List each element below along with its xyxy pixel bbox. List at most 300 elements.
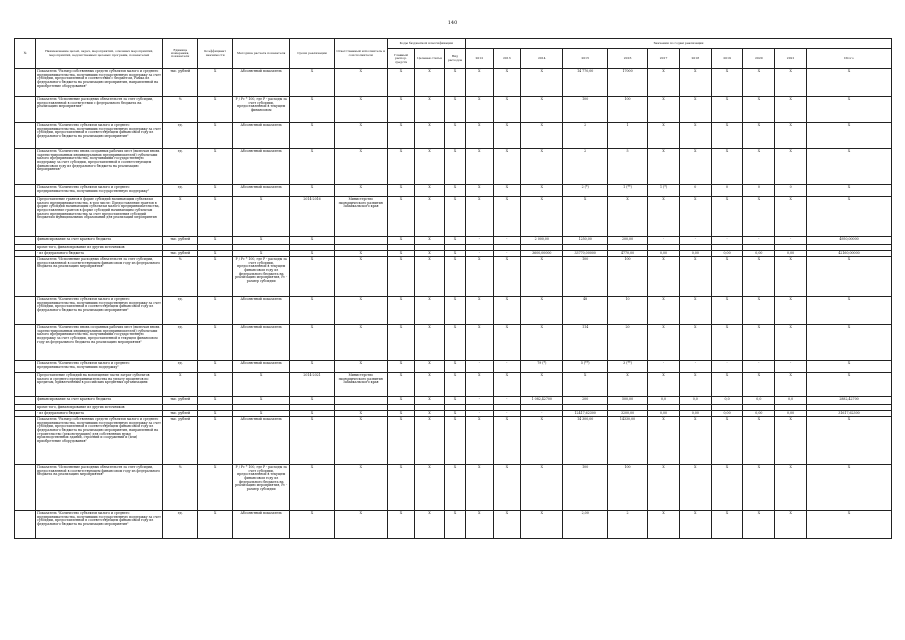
cell-budget: X [415, 511, 445, 539]
cell-value: X [466, 373, 494, 397]
cell-value: - [648, 361, 680, 373]
cell-exec [334, 397, 387, 405]
cell-coef: X [198, 185, 233, 197]
cell-value: X [743, 325, 775, 361]
header-year: 2020 [743, 49, 775, 69]
cell-exec: X [334, 465, 387, 511]
cell-value: 0,00 [648, 411, 680, 417]
cell-method: X [233, 411, 290, 417]
cell-coef: X [198, 69, 233, 97]
cell-unit: ед. [163, 325, 198, 361]
cell-unit: тыс. рублей [163, 411, 198, 417]
cell-value: 100 [563, 97, 607, 123]
cell-value: - [466, 361, 494, 373]
table-row [15, 237, 892, 245]
cell-value: X [743, 197, 775, 237]
cell-value: X [679, 465, 711, 511]
cell-budget: X [387, 69, 415, 97]
cell-value: X [743, 373, 775, 397]
cell-no [15, 361, 36, 373]
table-row [15, 197, 892, 237]
cell-exec: Министерство экономического развития Забайкальского края [334, 373, 387, 397]
table-row [15, 69, 892, 97]
cell-no [15, 123, 36, 149]
cell-value: - [648, 237, 680, 245]
cell-value: 100 [607, 257, 647, 297]
cell-value: 200 [563, 397, 607, 405]
cell-budget: X [444, 237, 465, 245]
cell-coef: X [198, 149, 233, 185]
cell-value: X [711, 511, 743, 539]
cell-term: 2014-2021 [290, 373, 334, 397]
table-row [15, 417, 892, 465]
cell-value: 0 [743, 185, 775, 197]
cell-value: X [493, 511, 521, 539]
cell-value: X [806, 465, 891, 511]
cell-value: X [806, 149, 891, 185]
cell-budget: X [387, 185, 415, 197]
cell-exec: X [334, 325, 387, 361]
cell-value: X [679, 149, 711, 185]
cell-value: X [679, 297, 711, 325]
table-row [15, 257, 892, 297]
cell-method: P / Pс * 100, где P - расходы за счет субсидии, предоставленной в текущем финансовом году из федерального бюджета на реализацию мероприятия, Pс - размер субсидии [233, 257, 290, 297]
cell-value: X [679, 123, 711, 149]
cell-value: X [466, 69, 494, 97]
cell-value: X [563, 373, 607, 397]
cell-budget: X [387, 97, 415, 123]
cell-budget: X [444, 297, 465, 325]
cell-value: X [493, 69, 521, 97]
cell-no [15, 69, 36, 97]
cell-value: 0,0 [648, 397, 680, 405]
cell-exec: X [334, 411, 387, 417]
cell-budget: X [415, 417, 445, 465]
cell-budget: X [415, 123, 445, 149]
cell-unit: ед. [163, 149, 198, 185]
cell-value: X [493, 297, 521, 325]
cell-exec: Министерство экономического развития Забайкальского края [334, 197, 387, 237]
cell-coef: X [198, 361, 233, 373]
cell-value: 14 300,00 [563, 417, 607, 465]
header-budget-col: Целевая статья [415, 49, 445, 69]
cell-value: X [775, 373, 807, 397]
cell-budget: X [415, 251, 445, 257]
cell-value: X [563, 197, 607, 237]
cell-name: - из федерального бюджета [36, 251, 163, 257]
cell-coef: X [198, 511, 233, 539]
cell-value: 0,00 [711, 411, 743, 417]
cell-no [15, 373, 36, 397]
cell-method: X [233, 251, 290, 257]
cell-budget: X [415, 237, 445, 245]
cell-value: X [743, 257, 775, 297]
cell-coef: X [198, 465, 233, 511]
cell-budget: X [387, 297, 415, 325]
table-row [15, 465, 892, 511]
cell-budget: X [387, 373, 415, 397]
cell-value: X [711, 69, 743, 97]
cell-value: 10 [607, 297, 647, 325]
cell-value: X [648, 69, 680, 97]
cell-unit: ед. [163, 361, 198, 373]
header-exec: Ответственный исполнитель и соисполнители [334, 39, 387, 69]
cell-budget: X [387, 397, 415, 405]
table-row [15, 123, 892, 149]
cell-unit: ед. [163, 123, 198, 149]
table-row [15, 97, 892, 123]
cell-name: Предоставление субсидий на возмещение части затрат субъектов малого и среднего предпринимательства на уплату процентов по кредитам, привлеченным в российских кредитных организациях [36, 373, 163, 397]
cell-value: X [743, 149, 775, 185]
cell-method: Абсолютный показатель [233, 511, 290, 539]
cell-unit: тыс. рублей [163, 417, 198, 465]
cell-value: X [521, 511, 563, 539]
cell-value: X [806, 97, 891, 123]
cell-value: X [493, 465, 521, 511]
cell-value: 0 [679, 185, 711, 197]
cell-exec: X [334, 297, 387, 325]
cell-term: X [290, 297, 334, 325]
cell-value: X [648, 373, 680, 397]
cell-value: X [775, 197, 807, 237]
cell-exec: X [334, 149, 387, 185]
cell-coef: X [198, 123, 233, 149]
cell-unit: ед. [163, 185, 198, 197]
cell-no [15, 149, 36, 185]
cell-value: X [711, 465, 743, 511]
cell-value: X [607, 373, 647, 397]
cell-term: X [290, 149, 334, 185]
cell-value: 100 [563, 257, 607, 297]
cell-name: Показатель "Размер собственных средств субъектов малого и среднего предпринимательства, получивших государственную поддержку за счет субсидии, предоставленной в соответствующем финансовом году из федерального бюджета на реализацию мероприятия, направленной на строительство (реконструкцию) для собственных нужд производственных зданий, строений и сооружений и (или) приобретение оборудования" [36, 417, 163, 465]
cell-name: - из федерального бюджета [36, 411, 163, 417]
cell-term: X [290, 251, 334, 257]
cell-no [15, 511, 36, 539]
cell-name: кроме того, финансирование из других источников: [36, 245, 163, 251]
cell-value: 100 [563, 465, 607, 511]
cell-value: 500,00 [607, 397, 647, 405]
cell-budget: X [387, 465, 415, 511]
cell-value: X [743, 297, 775, 325]
cell-term: X [290, 417, 334, 465]
cell-term: X [290, 397, 334, 405]
cell-unit: тыс. рублей [163, 69, 198, 97]
cell-name: Показатель "Количество вновь созданных рабочих мест (включая вновь зарегистрированных индивидуальных предпринимателей) субъектами малого предпринимательства, получившими государственную поддержку за счет субсидии, предоставленной в соответствующем финансовом году из федерального бюджета на реализацию мероприятия" [36, 149, 163, 185]
cell-budget: X [387, 197, 415, 237]
cell-coef: X [198, 197, 233, 237]
cell-coef: X [198, 417, 233, 465]
cell-value: X [743, 69, 775, 97]
cell-value: X [648, 97, 680, 123]
cell-value: X [711, 297, 743, 325]
cell-value: X [806, 69, 891, 97]
cell-value: X [648, 417, 680, 465]
cell-budget: X [387, 325, 415, 361]
table-row [15, 149, 892, 185]
cell-method: Абсолютный показатель [233, 361, 290, 373]
cell-exec: X [334, 251, 387, 257]
cell-value: X [466, 465, 494, 511]
cell-value: X [711, 197, 743, 237]
cell-value: 1 (*) [648, 185, 680, 197]
cell-unit: % [163, 465, 198, 511]
cell-value: X [521, 257, 563, 297]
cell-value: X [648, 257, 680, 297]
cell-budget: X [415, 397, 445, 405]
cell-value: X [806, 197, 891, 237]
cell-value: 14 770,00 [563, 69, 607, 97]
cell-budget: X [444, 397, 465, 405]
cell-name: кроме того, финансирование из других источников: [36, 405, 163, 411]
cell-budget: X [387, 251, 415, 257]
cell-value: X [648, 149, 680, 185]
header-year: 2015 [563, 49, 607, 69]
cell-value: X [466, 185, 494, 197]
cell-value: X [521, 123, 563, 149]
cell-name: финансирование за счет краевого бюджета [36, 397, 163, 405]
header-coef: Коэффициент значимости [198, 39, 233, 69]
cell-value: X [521, 325, 563, 361]
cell-value: X [775, 97, 807, 123]
cell-value: X [679, 69, 711, 97]
cell-budget: X [415, 411, 445, 417]
cell-name: Показатель "Количество субъектов малого и среднего предпринимательства, получивших государственную поддержку за счет субсидии, предоставленной в соответствующем финансовом году из федерального бюджета на реализацию мероприятия" [36, 123, 163, 149]
cell-method: Абсолютный показатель [233, 185, 290, 197]
cell-value: - [466, 237, 494, 245]
cell-value: X [466, 149, 494, 185]
cell-value: 48 [563, 297, 607, 325]
cell-value: 5 [607, 149, 647, 185]
cell-value: 0,00 [743, 251, 775, 257]
cell-coef: X [198, 97, 233, 123]
cell-exec: X [334, 185, 387, 197]
cell-value: - [466, 397, 494, 405]
cell-budget: X [415, 257, 445, 297]
cell-name: Показатель "Количество субъектов малого и среднего предпринимательства, получивших государственную поддержку за счет субсидии, предоставленной в соответствующем финансовом году из федерального бюджета на реализацию мероприятия" [36, 297, 163, 325]
cell-value: 0,00 [775, 411, 807, 417]
cell-value: X [806, 297, 891, 325]
cell-value: 0,00 [648, 251, 680, 257]
cell-coef: X [198, 397, 233, 405]
cell-value: X [521, 297, 563, 325]
cell-no [15, 197, 36, 237]
cell-exec: X [334, 417, 387, 465]
page-number: 140 [447, 20, 458, 26]
cell-term: X [290, 97, 334, 123]
cell-value: X [466, 511, 494, 539]
cell-term: X [290, 123, 334, 149]
table-row [15, 511, 892, 539]
cell-value: 100 [607, 465, 647, 511]
cell-unit: % [163, 97, 198, 123]
cell-value: X [775, 69, 807, 97]
cell-unit: тыс. рублей [163, 237, 198, 245]
header-budget-col: Вид расходов [444, 49, 465, 69]
header-year: 2012 [466, 49, 494, 69]
cell-budget: X [444, 69, 465, 97]
cell-value: X [493, 373, 521, 397]
cell-budget: X [387, 257, 415, 297]
cell-exec: X [334, 123, 387, 149]
cell-exec: X [334, 361, 387, 373]
cell-value: X [493, 257, 521, 297]
cell-value: X [743, 465, 775, 511]
cell-method: X [233, 237, 290, 245]
cell-value: 14330,00 [607, 417, 647, 465]
cell-value: 42160,00000 [806, 251, 891, 257]
cell-value: 2,00 [563, 511, 607, 539]
cell-value: X [648, 197, 680, 237]
cell-unit: X [163, 373, 198, 397]
cell-value: X [493, 149, 521, 185]
cell-value: X [466, 123, 494, 149]
cell-value: - [493, 397, 521, 405]
cell-coef: X [198, 325, 233, 361]
cell-value: 114 [563, 325, 607, 361]
cell-value: - [466, 251, 494, 257]
cell-value: 31617,62300 [806, 411, 891, 417]
cell-no [15, 185, 36, 197]
cell-method: X [233, 373, 290, 397]
cell-value: X [806, 123, 891, 149]
header-budget-col: Главный распор. средств [387, 49, 415, 69]
cell-value: X [607, 197, 647, 237]
cell-value: 2 [607, 511, 647, 539]
cell-value: X [743, 123, 775, 149]
cell-value: X [648, 511, 680, 539]
cell-value: - [711, 237, 743, 245]
cell-value: X [806, 325, 891, 361]
cell-budget: X [444, 361, 465, 373]
cell-value: X [521, 373, 563, 397]
cell-value: 4770,00 [607, 251, 647, 257]
cell-value: X [648, 465, 680, 511]
cell-method: Абсолютный показатель [233, 297, 290, 325]
header-year: 2021 [775, 49, 807, 69]
cell-budget: X [415, 465, 445, 511]
header-year: 2014 [521, 49, 563, 69]
header-method: Методика расчета показателя [233, 39, 290, 69]
cell-value: - [679, 361, 711, 373]
cell-unit: тыс. рублей [163, 397, 198, 405]
table-row [15, 185, 892, 197]
cell-value: X [521, 97, 563, 123]
cell-value: X [466, 325, 494, 361]
cell-value: X [679, 417, 711, 465]
cell-value: X [493, 97, 521, 123]
cell-value: X [679, 97, 711, 123]
cell-value: X [806, 417, 891, 465]
cell-value: X [775, 417, 807, 465]
cell-budget: X [444, 411, 465, 417]
cell-unit: X [163, 197, 198, 237]
program-table [14, 38, 892, 539]
cell-value: X [466, 297, 494, 325]
cell-value: 0 [711, 185, 743, 197]
cell-value: X [775, 123, 807, 149]
cell-value: 12417,62300 [563, 411, 607, 417]
cell-method: P / Pс * 100, где P - расходы за счет субсидии, предоставленной в текущем финансовом году из федерального бюджета на реализацию мероприятия, Pс - размер субсидии [233, 465, 290, 511]
cell-value: X [806, 257, 891, 297]
header-row-1 [15, 39, 892, 49]
cell-value: X [711, 97, 743, 123]
cell-name: Предоставление грантов в форме субсидий начинающим субъектам малого предпринимательства, в том числе: Предоставление грантов в форме субсидий начинающим субъектам малого предпринимательства, предоставление грантов в форме субсидий начинающим субъектам малого предпринимательства за счет предоставления субсидий бюджетам муниципальных образований для реализации мероприятия [36, 197, 163, 237]
cell-term: 2014-2016 [290, 197, 334, 237]
cell-budget: X [444, 417, 465, 465]
cell-name: Показатель "Исполнение расходных обязательств за счет субсидии, предоставленной в соответствии с федерального бюджета на реализацию мероприятия" [36, 97, 163, 123]
cell-value: - [493, 251, 521, 257]
cell-value: X [806, 373, 891, 397]
cell-exec: X [334, 97, 387, 123]
cell-value: X [775, 325, 807, 361]
cell-value: 2 [563, 123, 607, 149]
cell-value: X [648, 297, 680, 325]
cell-value: 1 082,42700 [521, 397, 563, 405]
cell-value: X [679, 325, 711, 361]
cell-name: Показатель "Количество субъектов малого и среднего предпринимательства, получивших поддержку" [36, 361, 163, 373]
cell-value: X [743, 511, 775, 539]
cell-term: X [290, 325, 334, 361]
cell-value: X [466, 197, 494, 237]
cell-value: - [775, 361, 807, 373]
cell-value: 5 (**) [563, 361, 607, 373]
cell-value: 33770,00000 [563, 251, 607, 257]
cell-value: 0 [775, 185, 807, 197]
cell-budget: X [444, 149, 465, 185]
cell-value: 3600,00000 [521, 251, 563, 257]
table-row [15, 373, 892, 397]
cell-budget: X [444, 97, 465, 123]
cell-budget: X [415, 373, 445, 397]
cell-coef: X [198, 251, 233, 257]
cell-unit: ед. [163, 511, 198, 539]
cell-name: Показатель "Исполнение расходных обязательств за счет субсидии, предоставленной в соответствующем финансовом году из федерального бюджета на реализацию мероприятия" [36, 257, 163, 297]
cell-method: Абсолютный показатель [233, 123, 290, 149]
cell-value: X [806, 185, 891, 197]
cell-budget: X [387, 123, 415, 149]
cell-budget: X [444, 373, 465, 397]
cell-no [15, 257, 36, 297]
cell-budget: X [415, 69, 445, 97]
header-year: 2013 [493, 49, 521, 69]
cell-term: X [290, 465, 334, 511]
header-unit: Единица измерения, показатели [163, 39, 198, 69]
header-no: № [15, 39, 36, 69]
cell-value: X [679, 373, 711, 397]
cell-no [15, 325, 36, 361]
cell-exec: X [334, 69, 387, 97]
cell-value: X [648, 123, 680, 149]
cell-unit: тыс. рублей [163, 251, 198, 257]
cell-budget: X [415, 97, 445, 123]
table-row [15, 297, 892, 325]
cell-name: Показатель "Количество субъектов малого и среднего предпринимательства, получивших государственную поддержку за счет субсидии, предоставленной в соответствующем финансовом году из федерального бюджета на реализацию мероприятия" [36, 511, 163, 539]
cell-value: - [493, 411, 521, 417]
cell-value: - [743, 237, 775, 245]
cell-method: Абсолютный показатель [233, 149, 290, 185]
cell-term: X [290, 257, 334, 297]
cell-budget: X [415, 149, 445, 185]
cell-value: - [521, 411, 563, 417]
header-year: Итого [806, 49, 891, 69]
cell-value: - [679, 237, 711, 245]
cell-value: X [521, 465, 563, 511]
cell-value: - [466, 411, 494, 417]
cell-value: X [743, 97, 775, 123]
cell-budget: X [387, 361, 415, 373]
cell-value: X [493, 325, 521, 361]
cell-budget: X [444, 257, 465, 297]
